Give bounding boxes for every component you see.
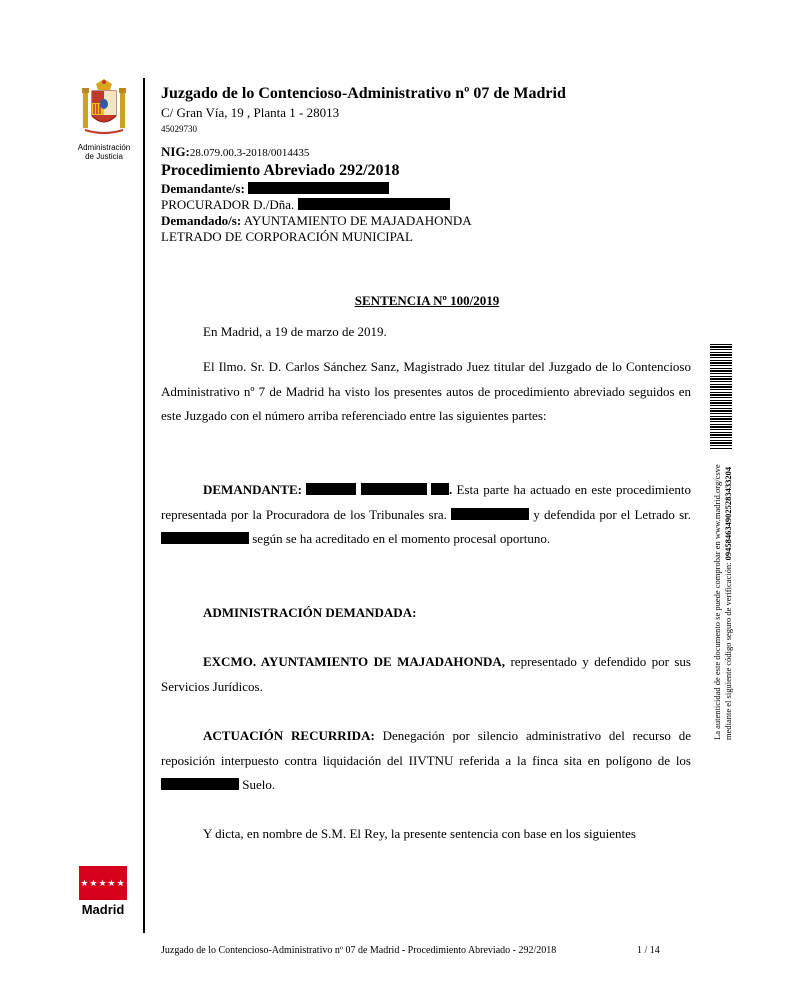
page-number: 1 / 14	[637, 945, 660, 956]
admin-heading: ADMINISTRACIÓN DEMANDADA:	[203, 605, 417, 620]
nig-value: 28.079.00.3-2018/0014435	[189, 147, 310, 159]
page-footer	[161, 945, 660, 956]
letrado-line: LETRADO DE CORPORACIÓN MUNICIPAL	[161, 229, 413, 244]
excmo-text: representado y defendido por sus Servicios Jurídicos.	[161, 654, 691, 694]
demandante-paragraph	[161, 478, 691, 552]
procurador-label: PROCURADOR D./Dña.	[161, 197, 295, 212]
demandante-heading: DEMANDANTE:	[203, 482, 302, 497]
coat-of-arms-icon	[79, 78, 129, 138]
actuacion-text-2: Suelo.	[242, 777, 276, 792]
madrid-flag-icon: ★★★★★★★	[79, 866, 127, 900]
actuacion-paragraph	[161, 724, 691, 798]
redaction	[161, 532, 249, 544]
demandante-text-1: Esta parte ha actuado en este procedimiento representada por la Procuradora de los Tribunales sra.	[161, 482, 692, 522]
verification-line-2	[723, 464, 734, 740]
redaction	[248, 182, 389, 194]
demandante-text-2: y defendida por el Letrado sr.	[533, 506, 692, 522]
demandante-line	[161, 181, 721, 197]
actuacion-label: ACTUACIÓN RECURRIDA:	[203, 728, 375, 743]
margin-rule	[143, 78, 145, 933]
verification-line-1: La autenticidad de este documento se puede comprobar en www.madrid.org/csve	[712, 464, 722, 740]
demandado-line	[161, 213, 721, 229]
logo-caption-line1: Administración	[77, 143, 131, 152]
court-name: Juzgado de lo Contencioso-Administrativo nº 07 de Madrid	[161, 85, 566, 102]
verification-code: 0945846349025283433204	[723, 466, 733, 561]
comunidad-madrid-logo	[71, 866, 135, 917]
demandante-dot: .	[448, 482, 453, 497]
demandado-label: Demandado/s:	[161, 213, 242, 228]
redaction	[451, 508, 529, 520]
redaction	[361, 483, 427, 495]
closing-paragraph: Y dicta, en nombre de S.M. El Rey, la presente sentencia con base en los siguientes	[203, 826, 636, 841]
document-header	[161, 84, 721, 245]
verification-note	[712, 464, 734, 740]
redaction	[306, 483, 356, 495]
date-paragraph: En Madrid, a 19 de marzo de 2019.	[203, 324, 387, 339]
redaction	[431, 483, 449, 495]
procedure-number: Procedimiento Abreviado 292/2018	[161, 162, 400, 179]
ministry-logo	[76, 78, 132, 161]
demandado-value: AYUNTAMIENTO DE MAJADAHONDA	[243, 213, 472, 228]
sentence-title: SENTENCIA Nº 100/2019	[354, 293, 500, 308]
redaction	[161, 778, 239, 790]
nig-label: NIG:	[161, 144, 190, 159]
demandante-text-3: según se ha acreditado en el momento procesal oportuno.	[252, 531, 551, 546]
actuacion-text-1: Denegación por silencio administrativo del recurso de reposición interpuesto contra liquidación del IIVTNU referida a la finca sita en polígono de los	[161, 728, 692, 768]
barcode-icon	[710, 344, 732, 449]
madrid-logo-text: Madrid	[81, 902, 125, 917]
court-address: C/ Gran Vía, 19 , Planta 1 - 28013	[161, 105, 340, 120]
logo-caption-line2: de Justicia	[85, 152, 123, 161]
verification-text: mediante el siguiente código seguro de verificación:	[723, 562, 733, 740]
footer-text: Juzgado de lo Contencioso-Administrativo nº 07 de Madrid - Procedimiento Abreviado - 292/2018	[161, 945, 557, 956]
nig-line	[161, 144, 721, 161]
court-code: 45029730	[161, 124, 197, 134]
demandante-label: Demandante/s:	[161, 181, 245, 196]
redaction	[298, 198, 450, 210]
excmo-paragraph	[161, 650, 691, 699]
intro-paragraph: El Ilmo. Sr. D. Carlos Sánchez Sanz, Magistrado Juez titular del Juzgado de lo Contencioso Administrativo nº 7 de Madrid ha visto los presentes autos de procedimiento abreviado seguidos en este Juzgado con el número arriba referenciado entre las siguientes partes:	[161, 359, 691, 423]
excmo-label: EXCMO. AYUNTAMIENTO DE MAJADAHONDA,	[203, 654, 506, 669]
procurador-line	[161, 197, 721, 213]
